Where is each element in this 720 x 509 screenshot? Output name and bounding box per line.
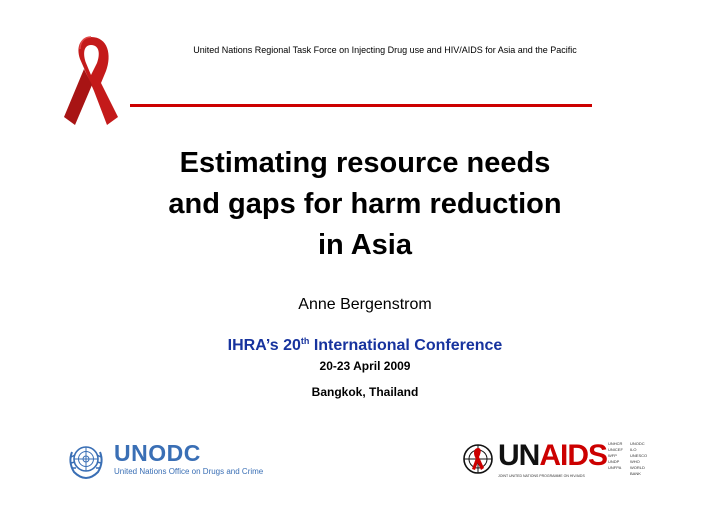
unodc-logo bbox=[66, 440, 286, 480]
author-name: Anne Bergenstrom bbox=[298, 296, 432, 313]
title-line: Estimating resource needs bbox=[179, 147, 551, 179]
conference-prefix: IHRA’s 20 bbox=[227, 337, 301, 354]
title-line: in Asia bbox=[317, 229, 412, 261]
cosponsor: WORLD BANK bbox=[630, 465, 645, 476]
conference-suffix: International Conference bbox=[309, 337, 503, 354]
unodc-wordmark: UNODC bbox=[114, 440, 201, 466]
cosponsor: WFP bbox=[608, 453, 617, 458]
cosponsor: UNICEF bbox=[608, 447, 623, 452]
cosponsor: UNFPA bbox=[608, 465, 622, 470]
unaids-un: UN bbox=[498, 439, 540, 472]
conference-name bbox=[100, 336, 630, 355]
cosponsor: ILO bbox=[630, 447, 637, 452]
unaids-globe-icon bbox=[462, 443, 494, 475]
unodc-subtitle: United Nations Office on Drugs and Crime bbox=[114, 467, 264, 476]
conference-location: Bangkok, Thailand bbox=[311, 385, 419, 399]
task-force-header: United Nations Regional Task Force on Injecting Drug use and HIV/AIDS for Asia and the Pacific bbox=[193, 45, 577, 55]
conference-dates: 20-23 April 2009 bbox=[319, 359, 411, 373]
unaids-cosponsors bbox=[608, 441, 652, 477]
slide-title bbox=[100, 143, 630, 266]
unaids-logo bbox=[462, 438, 662, 482]
red-ribbon-icon bbox=[60, 33, 122, 129]
cosponsor: UNHCR bbox=[608, 441, 623, 446]
un-emblem-icon bbox=[66, 440, 106, 480]
unaids-wordmark bbox=[498, 439, 607, 473]
cosponsor: UNESCO bbox=[630, 453, 648, 458]
red-divider bbox=[130, 104, 592, 107]
cosponsor: UNODC bbox=[630, 441, 645, 446]
unaids-aids: AIDS bbox=[539, 439, 608, 472]
cosponsor: WHO bbox=[630, 459, 640, 464]
title-line: and gaps for harm reduction bbox=[168, 188, 562, 220]
conference-superscript: th bbox=[300, 336, 310, 346]
unaids-tagline: JOINT UNITED NATIONS PROGRAMME ON HIV/AIDS bbox=[498, 474, 585, 478]
cosponsor: UNDP bbox=[608, 459, 620, 464]
